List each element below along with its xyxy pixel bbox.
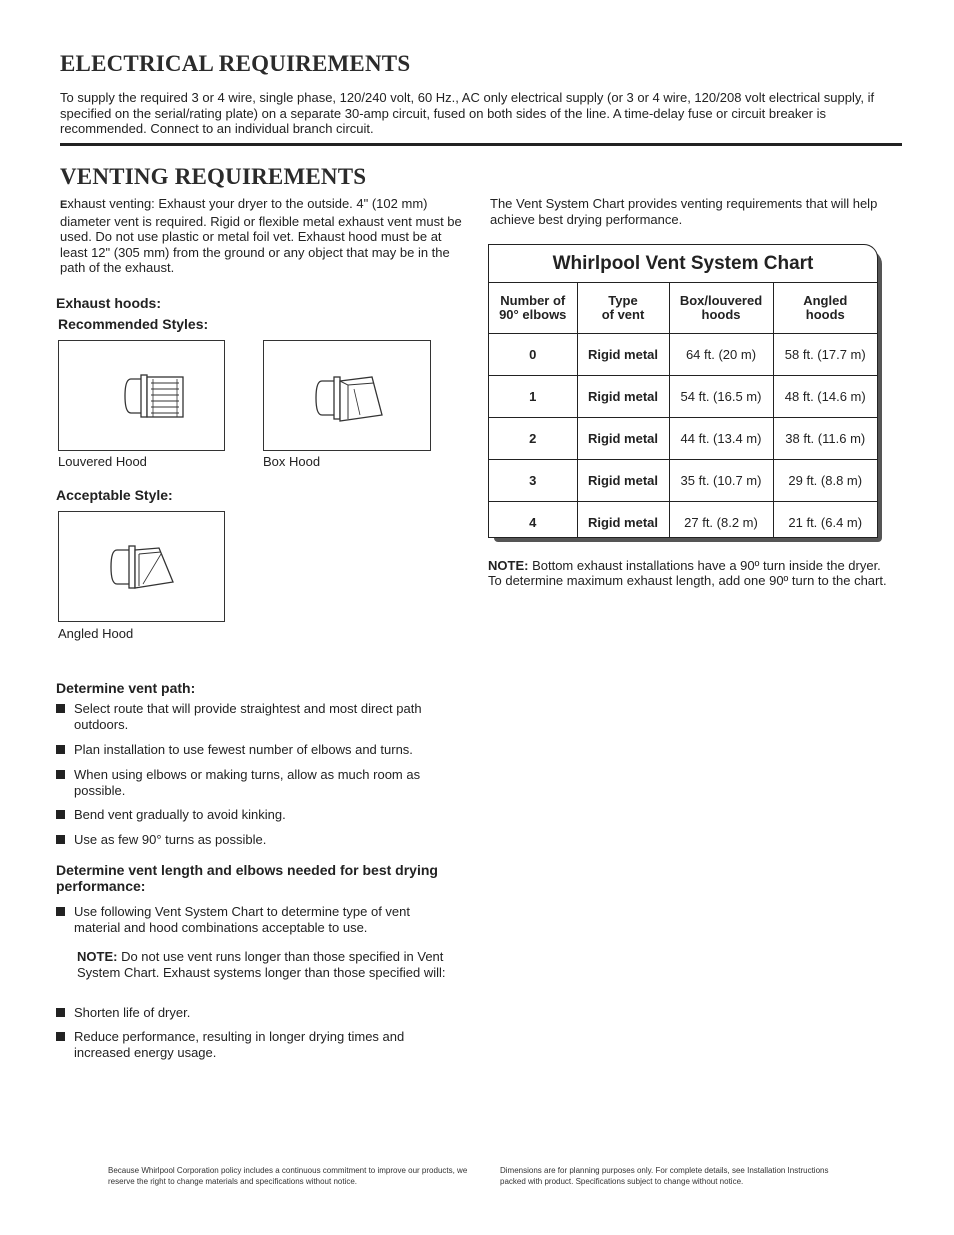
table-row: [489, 459, 877, 501]
box-hood-icon: [264, 341, 429, 449]
cell-angled: 38 ft. (11.6 m): [773, 417, 877, 459]
louvered-hood-icon: [59, 341, 223, 449]
table-row: [489, 417, 877, 459]
drop-cap: E: [60, 199, 68, 211]
chart-note: [488, 559, 888, 588]
vent-chart-table: [489, 283, 877, 538]
chart-intro: The Vent System Chart provides venting requirements that will help achieve best drying performance.: [490, 196, 878, 227]
table-header-row: [489, 283, 877, 333]
vent-length-note: [77, 949, 447, 980]
cell-box-louvered: 27 ft. (8.2 m): [669, 501, 773, 538]
venting-intro: [60, 196, 470, 276]
recommended-styles-label: Recommended Styles:: [58, 316, 209, 332]
cell-vent-type: Rigid metal: [577, 459, 669, 501]
cell-box-louvered: 35 ft. (10.7 m): [669, 459, 773, 501]
vent-length-item: Shorten life of dryer.: [56, 1005, 446, 1021]
louvered-hood-image: [58, 340, 225, 451]
acceptable-style-label: Acceptable Style:: [56, 487, 173, 503]
header-box-louvered: Box/louvered hoods: [669, 283, 773, 333]
chart-title: Whirlpool Vent System Chart: [489, 245, 877, 283]
cell-box-louvered: 54 ft. (16.5 m): [669, 375, 773, 417]
electrical-heading: ELECTRICAL REQUIREMENTS: [60, 51, 411, 76]
chart-note-text: Bottom exhaust installations have a 90º turn inside the dryer. To determine maximum exhaust length, add one 90º turn to the chart.: [488, 558, 887, 588]
bullet-icon: [56, 704, 65, 713]
cell-angled: 29 ft. (8.8 m): [773, 459, 877, 501]
bullet-icon: [56, 770, 65, 779]
cell-angled: 58 ft. (17.7 m): [773, 333, 877, 375]
cell-box-louvered: 64 ft. (20 m): [669, 333, 773, 375]
header-vent-type: Type of vent: [577, 283, 669, 333]
angled-hood-icon: [59, 512, 223, 620]
vent-path-item: Plan installation to use fewest number of elbows and turns.: [56, 742, 456, 758]
cell-elbows: 3: [489, 459, 577, 501]
header-angled: Angled hoods: [773, 283, 877, 333]
table-row: [489, 501, 877, 538]
header-elbows: Number of 90° elbows: [489, 283, 577, 333]
cell-box-louvered: 44 ft. (13.4 m): [669, 417, 773, 459]
cell-vent-type: Rigid metal: [577, 375, 669, 417]
box-hood-image: [263, 340, 431, 451]
vent-path-item: Bend vent gradually to avoid kinking.: [56, 807, 446, 823]
cell-vent-type: Rigid metal: [577, 417, 669, 459]
electrical-text: To supply the required 3 or 4 wire, single phase, 120/240 volt, 60 Hz., AC only electrical supply (or 3 or 4 wire, 120/208 volt electrical supply, if specified on the serial/rating plate) on a separate 30-amp circuit, fused on both sides of the line. A time-delay fuse or circuit breaker is recommended. Connect to an individual branch circuit.: [60, 90, 875, 136]
note-text: Do not use vent runs longer than those specified in Vent System Chart. Exhaust systems longer than those specified will:: [77, 949, 446, 980]
vent-path-item: Select route that will provide straightest and most direct path outdoors.: [56, 701, 436, 732]
table-row: [489, 375, 877, 417]
section-divider: [60, 143, 902, 146]
cell-angled: 48 ft. (14.6 m): [773, 375, 877, 417]
note-label: NOTE:: [77, 949, 118, 964]
vent-length-item: Use following Vent System Chart to determine type of vent material and hood combinations acceptable to use.: [56, 904, 456, 935]
cell-elbows: 4: [489, 501, 577, 538]
angled-hood-image: [58, 511, 225, 622]
cell-elbows: 2: [489, 417, 577, 459]
bullet-icon: [56, 907, 65, 916]
box-hood-caption: Box Hood: [263, 454, 321, 469]
footer-left: Because Whirlpool Corporation policy includes a continuous commitment to improve our products, we reserve the right to change materials and specifications without notice.: [108, 1166, 468, 1186]
angled-hood-caption: Angled Hood: [58, 626, 134, 641]
venting-heading: VENTING REQUIREMENTS: [60, 164, 367, 189]
vent-path-heading: Determine vent path:: [56, 680, 196, 696]
bullet-icon: [56, 810, 65, 819]
vent-path-item: Use as few 90° turns as possible.: [56, 832, 446, 848]
chart-frame: [488, 244, 878, 538]
cell-angled: 21 ft. (6.4 m): [773, 501, 877, 538]
exhaust-hoods-label: Exhaust hoods:: [56, 295, 162, 311]
cell-vent-type: Rigid metal: [577, 333, 669, 375]
vent-path-item: When using elbows or making turns, allow as much room as possible.: [56, 767, 446, 798]
vent-length-item: Reduce performance, resulting in longer drying times and increased energy usage.: [56, 1029, 426, 1060]
vent-system-chart: [488, 244, 880, 540]
cell-elbows: 0: [489, 333, 577, 375]
bullet-icon: [56, 835, 65, 844]
bullet-icon: [56, 745, 65, 754]
louvered-hood-caption: Louvered Hood: [58, 454, 147, 469]
chart-note-label: NOTE:: [488, 558, 529, 573]
cell-vent-type: Rigid metal: [577, 501, 669, 538]
bullet-icon: [56, 1032, 65, 1041]
table-row: [489, 333, 877, 375]
footer-right: Dimensions are for planning purposes only. For complete details, see Installation Instructions packed with product. Specifications subject to change without notice.: [500, 1166, 829, 1186]
bullet-icon: [56, 1008, 65, 1017]
cell-elbows: 1: [489, 375, 577, 417]
venting-intro-text: xhaust venting: Exhaust your dryer to the outside. 4" (102 mm) diameter vent is required. Rigid or flexible metal exhaust vent must be used. Do not use plastic or metal foil vet. Exhaust hood must be at least 12" (305 mm) from the ground or any object that may be in the path of the exhaust.: [60, 196, 462, 275]
vent-length-heading: Determine vent length and elbows needed for best drying performance:: [56, 862, 438, 894]
